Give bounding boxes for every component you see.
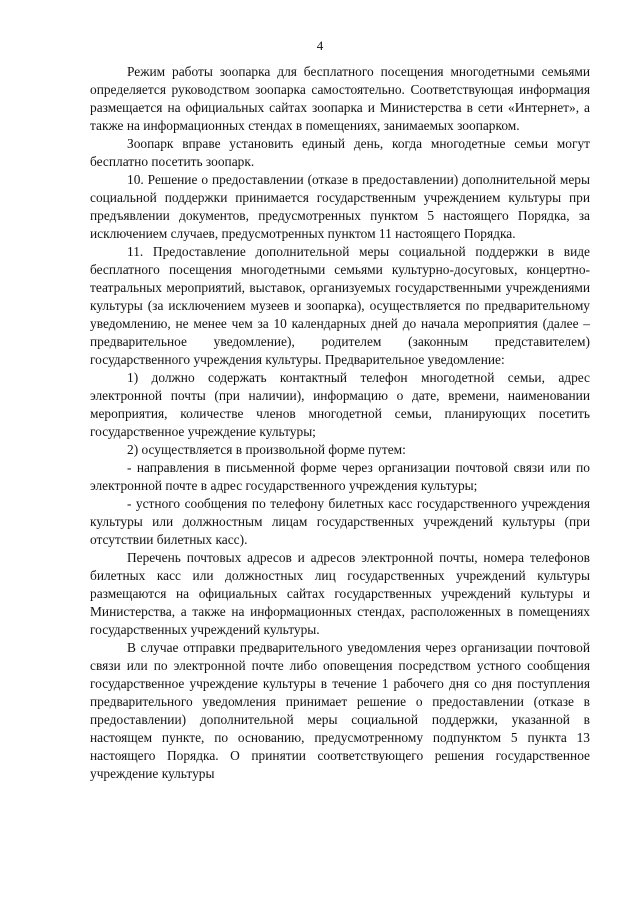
document-body — [90, 63, 590, 783]
paragraph-clause-10: 10. Решение о предоставлении (отказе в предоставлении) дополнительной меры социальной поддержки принимается государственным учреждением культуры при предъявлении документов, предусмотренных пунктом 5 настоящего Порядка, за исключением случаев, предусмотренных пунктом 11 настоящего Порядка. — [90, 172, 590, 241]
paragraph-subclause-1: 1) должно содержать контактный телефон многодетной семьи, адрес электронной почты (при наличии), информацию о дате, времени, наименовании мероприятия, количестве членов многодетной семьи, планирующих посетить государственное учреждение культуры; — [90, 370, 590, 439]
paragraph-zoo-single-day: Зоопарк вправе установить единый день, когда многодетные семьи могут бесплатно посетить зоопарк. — [90, 136, 590, 169]
paragraph-postal-email: - направления в письменной форме через организации почтовой связи или по электронной почте в адрес государственного учреждения культуры; — [90, 460, 590, 493]
paragraph-decision: В случае отправки предварительного уведомления через организации почтовой связи или по электронной почте либо оповещения посредством устного сообщения государственное учреждение культуры в течение 1 рабочего дня со дня поступления предварительного уведомления принимает решение о предоставлении (отказе в предоставлении) дополнительной меры социальной поддержки, указанной в настоящем пункте, по основанию, предусмотренному подпунктом 5 пункта 13 настоящего Порядка. О принятии соответствующего решения государственное учреждение культуры — [90, 640, 590, 781]
paragraph-zoo-schedule: Режим работы зоопарка для бесплатного посещения многодетными семьями определяется руководством зоопарка самостоятельно. Соответствующая информация размещается на официальных сайтах зоопарка и Министерства в сети «Интернет», а также на информационных стендах в помещениях, занимаемых зоопарком. — [90, 64, 590, 133]
paragraph-phone: - устного сообщения по телефону билетных касс государственного учреждения культуры или должностным лицам государственных учреждений культуры (при отсутствии билетных касс). — [90, 496, 590, 547]
paragraph-clause-11: 11. Предоставление дополнительной меры социальной поддержки в виде бесплатного посещения многодетными семьями культурно-досуговых, концертно-театральных мероприятий, выставок, организуемых государственными учреждениями культуры (за исключением музеев и зоопарка), осуществляется по предварительному уведомлению, не менее чем за 10 календарных дней до начала мероприятия (далее – предварительное уведомление), родителем (законным представителем) государственного учреждения культуры. Предварительное уведомление: — [90, 244, 590, 367]
paragraph-contacts-list: Перечень почтовых адресов и адресов электронной почты, номера телефонов билетных касс или должностных лиц государственных учреждений культуры размещаются на официальных сайтах государственных учреждений культуры и Министерства, а также на информационных стендах, расположенных в помещениях государственных учреждений культуры. — [90, 550, 590, 637]
page-number: 4 — [316, 38, 324, 53]
paragraph-subclause-2: 2) осуществляется в произвольной форме путем: — [127, 442, 406, 457]
